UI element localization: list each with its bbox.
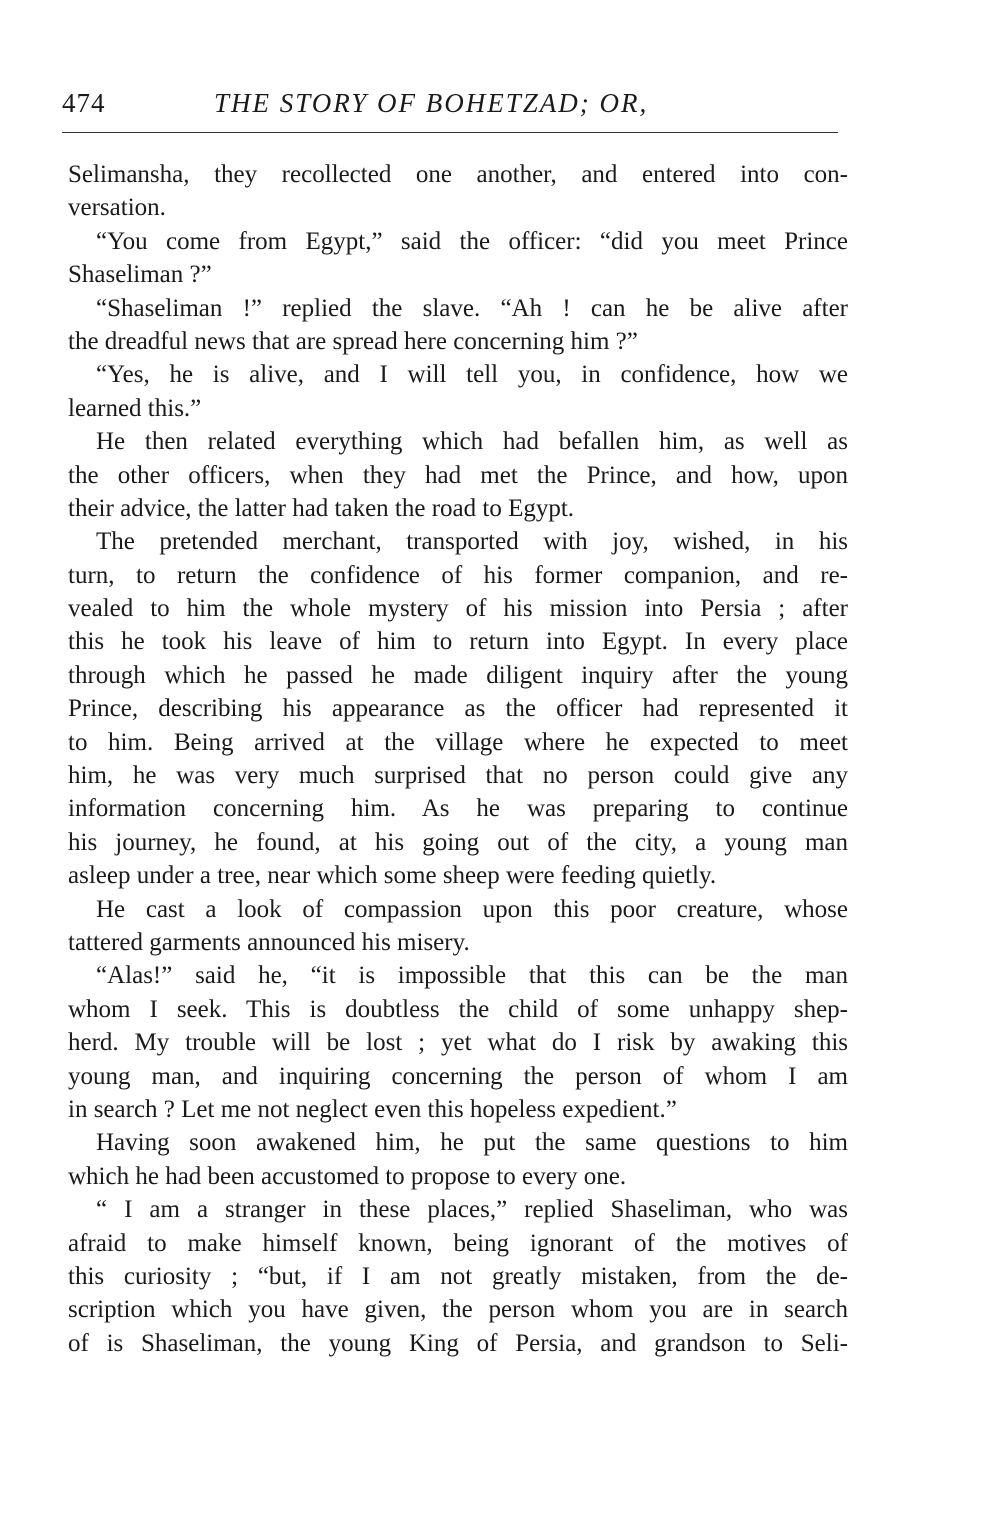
page-header xyxy=(62,88,842,128)
text-line: tattered garments announced his misery. xyxy=(68,928,470,956)
text-line: herd. My trouble will be lost ; yet what do I risk by awaking this xyxy=(68,1029,848,1057)
text-line: “Alas!” said he, “it is impossible that this can be the man xyxy=(96,962,848,990)
text-line: Having soon awakened him, he put the same questions to him xyxy=(96,1129,848,1157)
text-line: whom I seek. This is doubtless the child of some unhappy shep- xyxy=(68,995,848,1023)
text-line: which he had been accustomed to propose to every one. xyxy=(68,1162,627,1190)
text-line: “You come from Egypt,” said the officer: “did you meet Prince xyxy=(96,227,848,255)
text-line: information concerning him. As he was preparing to continue xyxy=(68,795,848,823)
text-line: the other officers, when they had met the Prince, and how, upon xyxy=(68,461,848,489)
text-line: “ I am a stranger in these places,” replied Shaseliman, who was xyxy=(96,1196,848,1224)
text-line: this curiosity ; “but, if I am not greatly mistaken, from the de- xyxy=(68,1262,848,1290)
header-rule xyxy=(62,132,838,133)
text-line: vealed to him the whole mystery of his mission into Persia ; after xyxy=(68,595,848,623)
text-line: scription which you have given, the person whom you are in search xyxy=(68,1296,848,1324)
text-line: Selimansha, they recollected one another, and entered into con- xyxy=(68,161,848,188)
text-line: Prince, describing his appearance as the officer had represented it xyxy=(68,695,848,723)
text-line: “Yes, he is alive, and I will tell you, in confidence, how we xyxy=(96,361,848,389)
text-line: of is Shaseliman, the young King of Persia, and grandson to Seli- xyxy=(68,1329,848,1357)
text-line: his journey, he found, at his going out of the city, a young man xyxy=(68,828,848,856)
text-line: their advice, the latter had taken the road to Egypt. xyxy=(68,494,575,522)
text-line: The pretended merchant, transported with joy, wished, in his xyxy=(96,528,848,556)
text-line: him, he was very much surprised that no person could give any xyxy=(68,762,848,790)
text-line: afraid to make himself known, being ignorant of the motives of xyxy=(68,1229,848,1257)
running-title: THE STORY OF BOHETZAD; OR, xyxy=(214,88,649,118)
text-line: through which he passed he made diligent inquiry after the young xyxy=(68,661,848,689)
text-line: asleep under a tree, near which some sheep were feeding quietly. xyxy=(68,862,717,890)
text-line: He then related everything which had befallen him, as well as xyxy=(96,428,848,456)
text-line: the dreadful news that are spread here concerning him ?” xyxy=(68,327,638,355)
text-line: this he took his leave of him to return into Egypt. In every place xyxy=(68,628,848,656)
text-line: turn, to return the confidence of his former companion, and re- xyxy=(68,561,848,589)
text-line: young man, and inquiring concerning the person of whom I am xyxy=(68,1062,848,1090)
text-line: He cast a look of compassion upon this poor creature, whose xyxy=(96,895,848,923)
text-line: learned this.” xyxy=(68,394,202,422)
text-line: Shaseliman ?” xyxy=(68,261,212,289)
text-line: to him. Being arrived at the village where he expected to meet xyxy=(68,728,848,756)
body-text xyxy=(68,158,848,1360)
text-line: in search ? Let me not neglect even this hopeless expedient.” xyxy=(68,1095,677,1123)
text-line: “Shaseliman !” replied the slave. “Ah ! can he be alive after xyxy=(96,294,848,322)
page-number: 474 xyxy=(62,88,106,118)
text-line: versation. xyxy=(68,194,166,222)
